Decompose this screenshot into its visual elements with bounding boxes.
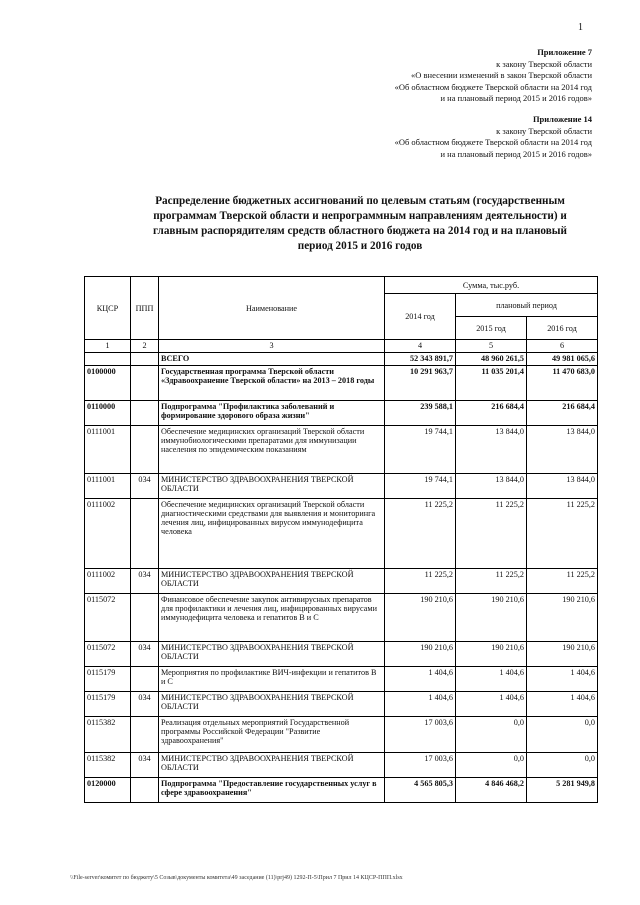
- appendix-7-line: «Об областном бюджете Тверской области на 2014 год: [394, 81, 592, 92]
- row-ppp: [131, 499, 159, 569]
- row-sum-2015: 11 035 201,4: [456, 366, 527, 401]
- row-sum-2014: 19 744,1: [385, 426, 456, 474]
- row-name: Реализация отдельных мероприятий Государственной программы Российской Федерации "Развитие здравоохранения": [159, 717, 385, 753]
- row-name: МИНИСТЕРСТВО ЗДРАВООХРАНЕНИЯ ТВЕРСКОЙ ОБЛАСТИ: [159, 569, 385, 594]
- table-row: [85, 717, 598, 753]
- header-sum: Сумма, тыс.руб.: [385, 277, 598, 294]
- column-number: 5: [456, 340, 527, 353]
- row-ppp: 034: [131, 569, 159, 594]
- row-ppp: 034: [131, 642, 159, 667]
- appendix-14-title: Приложение 14: [532, 114, 592, 124]
- budget-table: [84, 276, 598, 803]
- row-sum-2014: 190 210,6: [385, 642, 456, 667]
- row-sum-2016: 190 210,6: [527, 594, 598, 642]
- row-sum-2014: 11 225,2: [385, 569, 456, 594]
- row-sum-2014: 52 343 891,7: [385, 353, 456, 366]
- row-name: Подпрограмма "Предоставление государственных услуг в сфере здравоохранения": [159, 778, 385, 803]
- row-ppp: 034: [131, 692, 159, 717]
- row-code: 0111001: [85, 426, 131, 474]
- table-row: [85, 594, 598, 642]
- row-sum-2016: 5 281 949,8: [527, 778, 598, 803]
- row-sum-2015: 1 404,6: [456, 667, 527, 692]
- column-number: 1: [85, 340, 131, 353]
- row-sum-2016: 1 404,6: [527, 692, 598, 717]
- row-sum-2015: 1 404,6: [456, 692, 527, 717]
- row-sum-2015: 0,0: [456, 717, 527, 753]
- row-sum-2015: 216 684,4: [456, 401, 527, 426]
- row-name: МИНИСТЕРСТВО ЗДРАВООХРАНЕНИЯ ТВЕРСКОЙ ОБЛАСТИ: [159, 692, 385, 717]
- row-name: Мероприятия по профилактике ВИЧ-инфекции и гепатитов B и C: [159, 667, 385, 692]
- appendix-7-line: «О внесении изменений в закон Тверской области: [411, 70, 592, 80]
- appendix-14-line: и на плановый период 2015 и 2016 годов»: [440, 148, 592, 159]
- appendix-14-line: к закону Тверской области: [496, 125, 592, 136]
- row-sum-2016: 216 684,4: [527, 401, 598, 426]
- row-code: [85, 353, 131, 366]
- row-code: 0111001: [85, 474, 131, 499]
- column-number: 3: [159, 340, 385, 353]
- header-name: Наименование: [159, 277, 385, 340]
- table-row: [85, 692, 598, 717]
- appendix-7-title: Приложение 7: [537, 47, 592, 57]
- appendix-14-line: «Об областном бюджете Тверской области на 2014 год: [394, 137, 592, 147]
- row-name: ВСЕГО: [159, 353, 385, 366]
- table-row: [85, 401, 598, 426]
- table-row: [85, 569, 598, 594]
- table-row: [85, 426, 598, 474]
- column-numbers-row: [85, 340, 598, 353]
- header-2014: 2014 год: [385, 294, 456, 340]
- budget-table-body: [85, 353, 598, 803]
- table-row: [85, 474, 598, 499]
- row-code: 0110000: [85, 401, 131, 426]
- row-code: 0115382: [85, 717, 131, 753]
- row-sum-2016: 190 210,6: [527, 642, 598, 667]
- row-sum-2014: 10 291 963,7: [385, 366, 456, 401]
- row-code: 0115072: [85, 642, 131, 667]
- row-sum-2014: 239 588,1: [385, 401, 456, 426]
- row-ppp: [131, 778, 159, 803]
- row-ppp: [131, 717, 159, 753]
- appendix-14-header: [395, 114, 592, 160]
- column-number: 4: [385, 340, 456, 353]
- row-sum-2014: 4 565 805,3: [385, 778, 456, 803]
- row-sum-2016: 13 844,0: [527, 474, 598, 499]
- row-name: МИНИСТЕРСТВО ЗДРАВООХРАНЕНИЯ ТВЕРСКОЙ ОБЛАСТИ: [159, 474, 385, 499]
- header-2015: 2015 год: [456, 317, 527, 340]
- row-name: МИНИСТЕРСТВО ЗДРАВООХРАНЕНИЯ ТВЕРСКОЙ ОБЛАСТИ: [159, 753, 385, 778]
- appendix-7-line: к закону Тверской области: [496, 58, 592, 69]
- table-row: [85, 667, 598, 692]
- column-number: 6: [527, 340, 598, 353]
- table-row: [85, 499, 598, 569]
- row-code: 0115179: [85, 667, 131, 692]
- row-name: Финансовое обеспечение закупок антивирусных препаратов для профилактики и лечения лиц, инфицированных вирусами иммунодефицита человека и гепатитов B и C: [159, 594, 385, 642]
- row-sum-2016: 1 404,6: [527, 667, 598, 692]
- row-sum-2016: 49 981 065,6: [527, 353, 598, 366]
- row-sum-2014: 19 744,1: [385, 474, 456, 499]
- row-name: Обеспечение медицинских организаций Тверской области иммунобиологическими препаратами для иммунизации населения по эпидемическим показаниям: [159, 426, 385, 474]
- header-ppp: ППП: [131, 277, 159, 340]
- row-sum-2015: 48 960 261,5: [456, 353, 527, 366]
- row-sum-2014: 1 404,6: [385, 667, 456, 692]
- row-code: 0111002: [85, 499, 131, 569]
- row-ppp: [131, 426, 159, 474]
- row-sum-2014: 1 404,6: [385, 692, 456, 717]
- row-name: МИНИСТЕРСТВО ЗДРАВООХРАНЕНИЯ ТВЕРСКОЙ ОБЛАСТИ: [159, 642, 385, 667]
- row-ppp: [131, 366, 159, 401]
- row-code: 0115179: [85, 692, 131, 717]
- row-sum-2014: 190 210,6: [385, 594, 456, 642]
- row-sum-2015: 0,0: [456, 753, 527, 778]
- footer-file-path: \\File-server\комитет по бюджету\5 Созыв\документы комитета\49 заседание (11)\prj49) 1292-П-5\Прил 7 Прил 14 КЦСР-ППП.xlsx: [70, 875, 403, 881]
- row-sum-2016: 0,0: [527, 717, 598, 753]
- table-row: [85, 366, 598, 401]
- row-code: 0100000: [85, 366, 131, 401]
- table-row: [85, 753, 598, 778]
- table-row: [85, 642, 598, 667]
- row-code: 0111002: [85, 569, 131, 594]
- row-sum-2015: 190 210,6: [456, 594, 527, 642]
- row-sum-2015: 11 225,2: [456, 569, 527, 594]
- row-ppp: [131, 353, 159, 366]
- row-ppp: 034: [131, 753, 159, 778]
- row-sum-2015: 4 846 468,2: [456, 778, 527, 803]
- column-number: 2: [131, 340, 159, 353]
- header-kcsr: КЦСР: [85, 277, 131, 340]
- row-ppp: [131, 594, 159, 642]
- row-sum-2015: 13 844,0: [456, 474, 527, 499]
- row-sum-2015: 13 844,0: [456, 426, 527, 474]
- document-title: Распределение бюджетных ассигнований по целевым статьям (государственным программам Тверской области и непрограммным направлениям деятельности) и главным распорядителям средств областного бюджета на 2014 год и на плановый период 2015 и 2016 годов: [153, 195, 567, 252]
- header-planned-period: плановый период: [456, 294, 598, 317]
- row-ppp: 034: [131, 474, 159, 499]
- row-ppp: [131, 667, 159, 692]
- header-2016: 2016 год: [527, 317, 598, 340]
- table-row: [85, 353, 598, 366]
- row-code: 0120000: [85, 778, 131, 803]
- row-sum-2016: 11 225,2: [527, 499, 598, 569]
- row-sum-2015: 11 225,2: [456, 499, 527, 569]
- appendix-7-header: [395, 47, 592, 105]
- row-name: Государственная программа Тверской области «Здравоохранение Тверской области» на 2013 – 2018 годы: [159, 366, 385, 401]
- row-sum-2016: 13 844,0: [527, 426, 598, 474]
- row-sum-2016: 11 225,2: [527, 569, 598, 594]
- row-sum-2016: 0,0: [527, 753, 598, 778]
- row-sum-2016: 11 470 683,0: [527, 366, 598, 401]
- row-code: 0115382: [85, 753, 131, 778]
- table-row: [85, 778, 598, 803]
- row-sum-2014: 17 003,6: [385, 753, 456, 778]
- row-ppp: [131, 401, 159, 426]
- row-sum-2015: 190 210,6: [456, 642, 527, 667]
- page-number: 1: [578, 22, 583, 33]
- row-sum-2014: 17 003,6: [385, 717, 456, 753]
- appendix-7-line: и на плановый период 2015 и 2016 годов»: [440, 93, 592, 103]
- row-name: Обеспечение медицинских организаций Тверской области диагностическими средствами для выявления и мониторинга лечения лиц, инфицированных вирусом иммунодефицита человека: [159, 499, 385, 569]
- row-sum-2014: 11 225,2: [385, 499, 456, 569]
- row-name: Подпрограмма "Профилактика заболеваний и формирование здорового образа жизни": [159, 401, 385, 426]
- row-code: 0115072: [85, 594, 131, 642]
